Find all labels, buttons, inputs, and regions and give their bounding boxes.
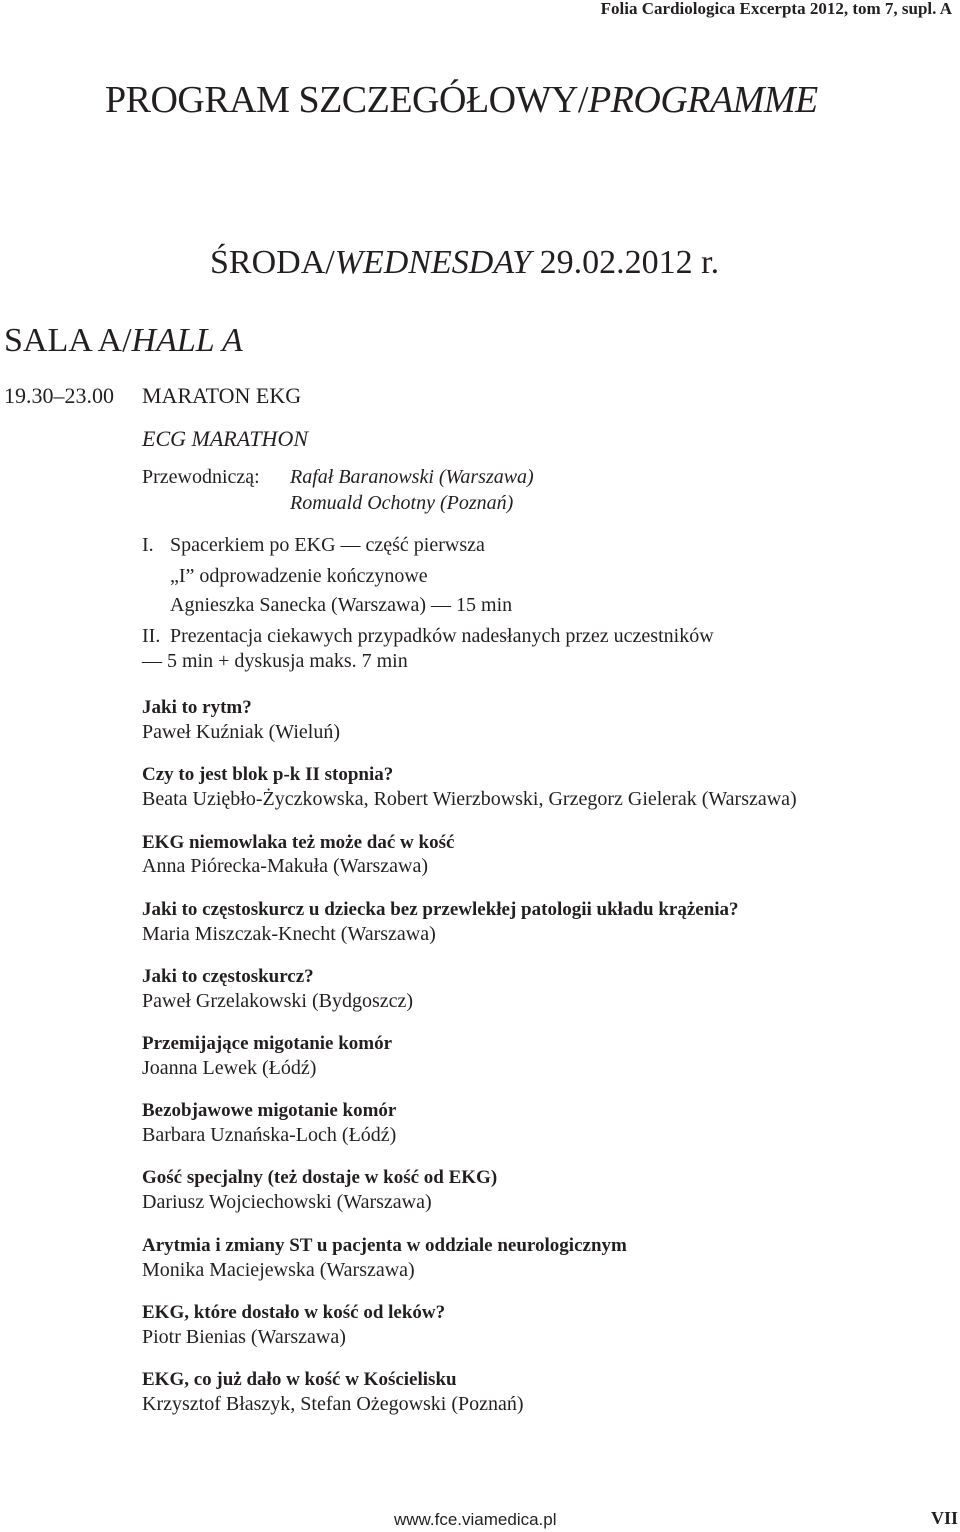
part-number: I. xyxy=(142,534,154,556)
chair-name: Romuald Ochotny (Poznań) xyxy=(290,492,514,514)
hall-heading xyxy=(4,322,243,360)
session-title-en: ECG MARATHON xyxy=(142,426,309,451)
talk-title: Gość specjalny (też dostaje w kość od EKG) xyxy=(142,1167,498,1188)
day-date: 29.02.2012 r. xyxy=(531,244,720,281)
talk-title: Jaki to częstoskurcz u dziecka bez przewlekłej patologii układu krążenia? xyxy=(142,899,739,920)
talk-author: Maria Miszczak-Knecht (Warszawa) xyxy=(142,923,436,945)
part-title: Prezentacja ciekawych przypadków nadesłanych przez uczestników xyxy=(170,625,714,647)
talk-author: Paweł Kuźniak (Wieluń) xyxy=(142,721,341,743)
footer-url[interactable]: www.fce.viamedica.pl xyxy=(394,1510,557,1529)
talk-author: Dariusz Wojciechowski (Warszawa) xyxy=(142,1191,432,1213)
hall-pl: SALA A/ xyxy=(4,322,132,359)
talk-title: Przemijające migotanie komór xyxy=(142,1033,393,1054)
part-subtitle: „I” odprowadzenie kończynowe xyxy=(170,565,428,587)
talk-author: Anna Piórecka-Makuła (Warszawa) xyxy=(142,855,429,877)
session-time: 19.30–23.00 xyxy=(4,383,114,408)
talk-author: Monika Maciejewska (Warszawa) xyxy=(142,1259,415,1281)
talk-author: Piotr Bienias (Warszawa) xyxy=(142,1326,346,1348)
session-title-pl: MARATON EKG xyxy=(142,383,302,408)
part-author: Agnieszka Sanecka (Warszawa) — 15 min xyxy=(170,594,513,616)
talk-author: Barbara Uznańska-Loch (Łódź) xyxy=(142,1124,397,1146)
day-heading xyxy=(210,244,719,282)
part-title: Spacerkiem po EKG — część pierwsza xyxy=(170,534,485,556)
hall-en: HALL A xyxy=(131,322,243,359)
page-title xyxy=(105,78,818,122)
talk-title: Arytmia i zmiany ST u pacjenta w oddziale neurologicznym xyxy=(142,1235,627,1256)
talk-title: EKG niemowlaka też może dać w kość xyxy=(142,832,455,853)
talk-author: Beata Uziębło-Życzkowska, Robert Wierzbowski, Grzegorz Gielerak (Warszawa) xyxy=(142,788,797,810)
part-number: II. xyxy=(142,625,161,647)
talk-title: Bezobjawowe migotanie komór xyxy=(142,1100,397,1121)
chair-name: Rafał Baranowski (Warszawa) xyxy=(290,466,534,488)
day-pl: ŚRODA/ xyxy=(210,244,335,281)
part-title-continued: — 5 min + dyskusja maks. 7 min xyxy=(142,650,408,672)
title-en: PROGRAMME xyxy=(587,79,818,121)
day-en: WEDNESDAY xyxy=(334,244,532,281)
talk-title: Jaki to rytm? xyxy=(142,697,252,718)
talk-author: Paweł Grzelakowski (Bydgoszcz) xyxy=(142,990,414,1012)
talk-title: EKG, co już dało w kość w Kościelisku xyxy=(142,1369,457,1390)
talk-author: Joanna Lewek (Łódź) xyxy=(142,1057,317,1079)
page-number: VII xyxy=(931,1508,959,1528)
talk-title: EKG, które dostało w kość od leków? xyxy=(142,1302,446,1323)
title-pl: PROGRAM SZCZEGÓŁOWY/ xyxy=(105,79,588,121)
talk-title: Jaki to częstoskurcz? xyxy=(142,966,314,987)
talk-title: Czy to jest blok p-k II stopnia? xyxy=(142,764,394,785)
journal-header: Folia Cardiologica Excerpta 2012, tom 7, supl. A xyxy=(600,0,952,18)
chairs-label: Przewodniczą: xyxy=(142,466,260,488)
talk-author: Krzysztof Błaszyk, Stefan Ożegowski (Poznań) xyxy=(142,1393,524,1415)
